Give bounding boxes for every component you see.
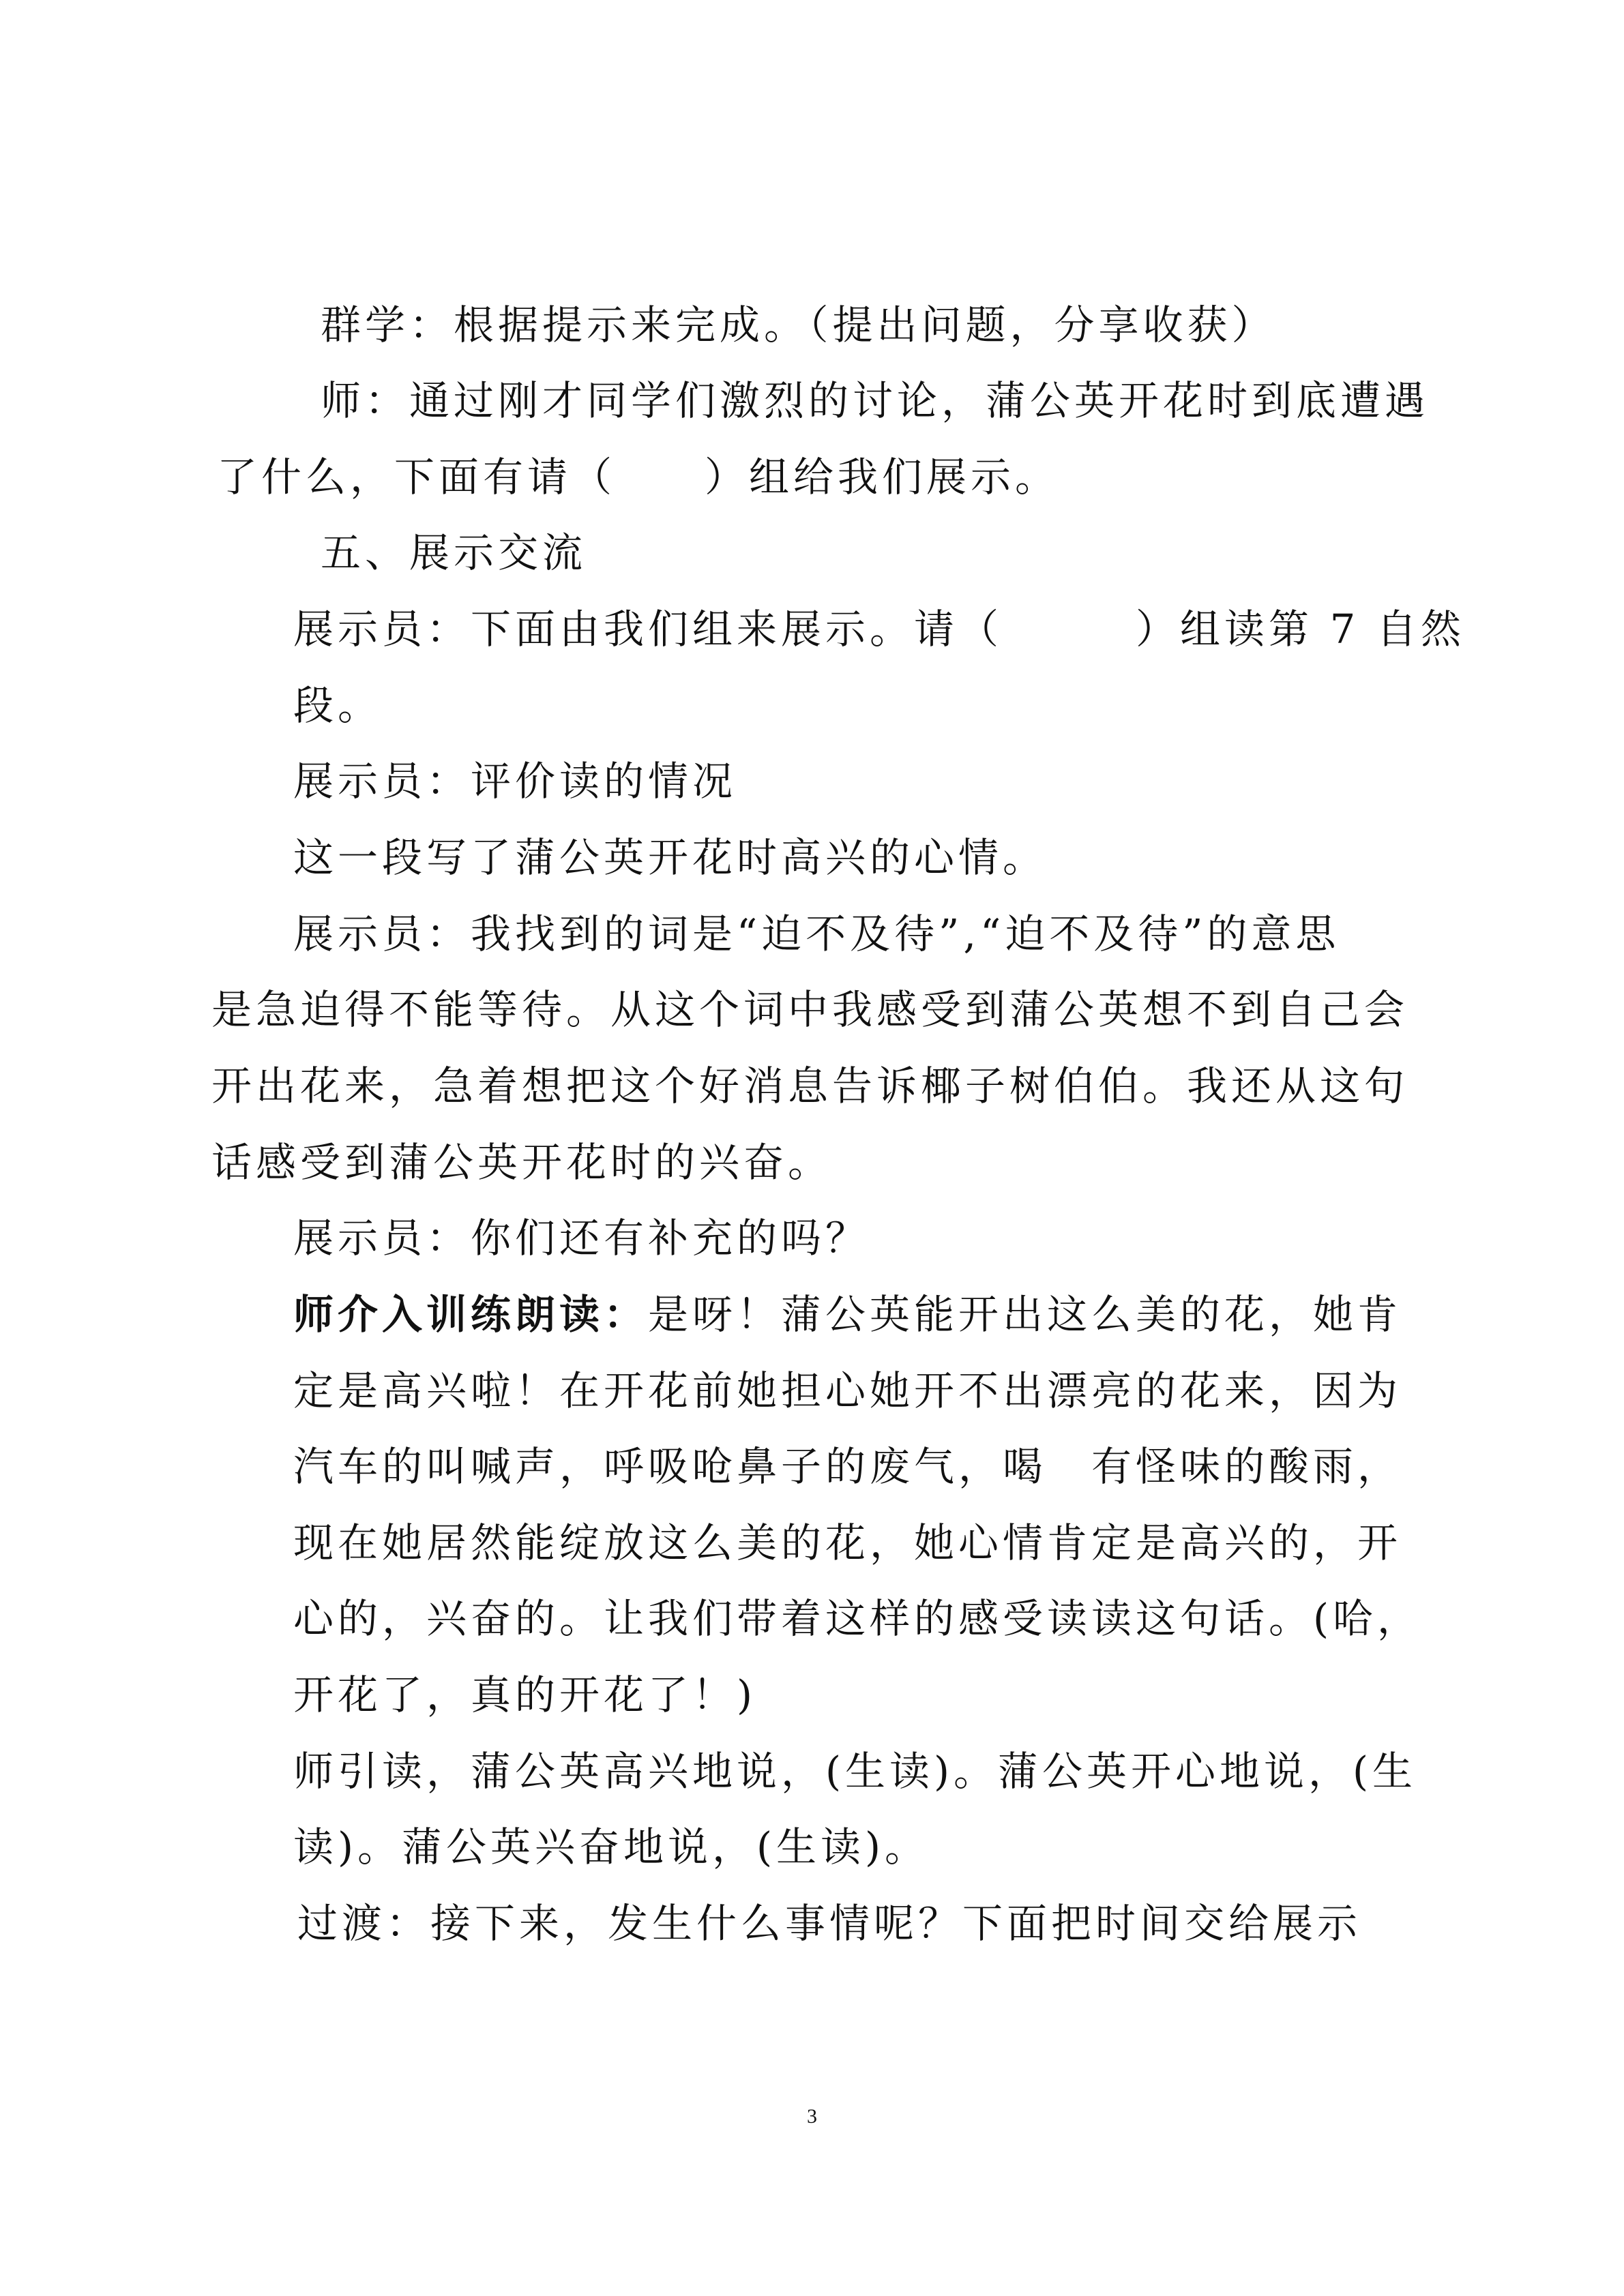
- text-line: 读)。蒲公英兴奋地说，(生读)。: [293, 1823, 930, 1870]
- text-line: 展示员：我找到的词是“迫不及待”,“迫不及待”的意思: [293, 910, 1340, 957]
- text-line-content: 是呀！蒲公英能开出这么美的花，她肯: [648, 1291, 1402, 1338]
- text-line: 汽车的叫喊声，呼吸呛鼻子的废气，喝 有怪味的酸雨，: [293, 1443, 1402, 1490]
- text-line: 话感受到蒲公英开花时的兴奋。: [211, 1139, 833, 1186]
- text-line: 段。: [293, 682, 383, 729]
- text-line: 展示员：你们还有补充的吗？: [293, 1214, 870, 1262]
- text-line: 开出花来，急着想把这个好消息告诉椰子树伯伯。我还从这句: [211, 1062, 1409, 1109]
- text-line: 是急迫得不能等待。从这个词中我感受到蒲公英想不到自己会: [211, 986, 1409, 1033]
- text-line: 这一段写了蒲公英开花时高兴的心情。: [293, 834, 1048, 881]
- text-line: 心的，兴奋的。让我们带着这样的感受读读这句话。(哈，: [293, 1595, 1422, 1642]
- text-line: 师：通过刚才同学们激烈的讨论，蒲公英开花时到底遭遇: [321, 377, 1430, 424]
- text-line: 展示员：评价读的情况: [293, 758, 737, 805]
- text-line: 定是高兴啦！在开花前她担心她开不出漂亮的花来，因为: [293, 1367, 1402, 1414]
- section-heading: 五、展示交流: [321, 529, 587, 576]
- text-line: 群学：根据提示来完成。（提出问题，分享收获）: [321, 301, 1276, 348]
- text-line: [293, 1291, 1402, 1339]
- text-line: 开花了，真的开花了！): [293, 1671, 757, 1718]
- text-line: 过渡：接下来，发生什么事情呢？下面把时间交给展示: [297, 1900, 1362, 1947]
- page-number: 3: [807, 2105, 817, 2128]
- text-line: 师引读，蒲公英高兴地说，(生读)。蒲公英开心地说，(生: [293, 1748, 1417, 1795]
- bold-label: 师介入训练朗读：: [293, 1291, 649, 1338]
- text-line: 了什么，下面有请（ ）组给我们展示。: [217, 453, 1060, 501]
- text-line: 展示员：下面由我们组来展示。请（ ）组读第 7 自然: [293, 606, 1466, 653]
- text-line: 现在她居然能绽放这么美的花，她心情肯定是高兴的，开: [293, 1519, 1402, 1566]
